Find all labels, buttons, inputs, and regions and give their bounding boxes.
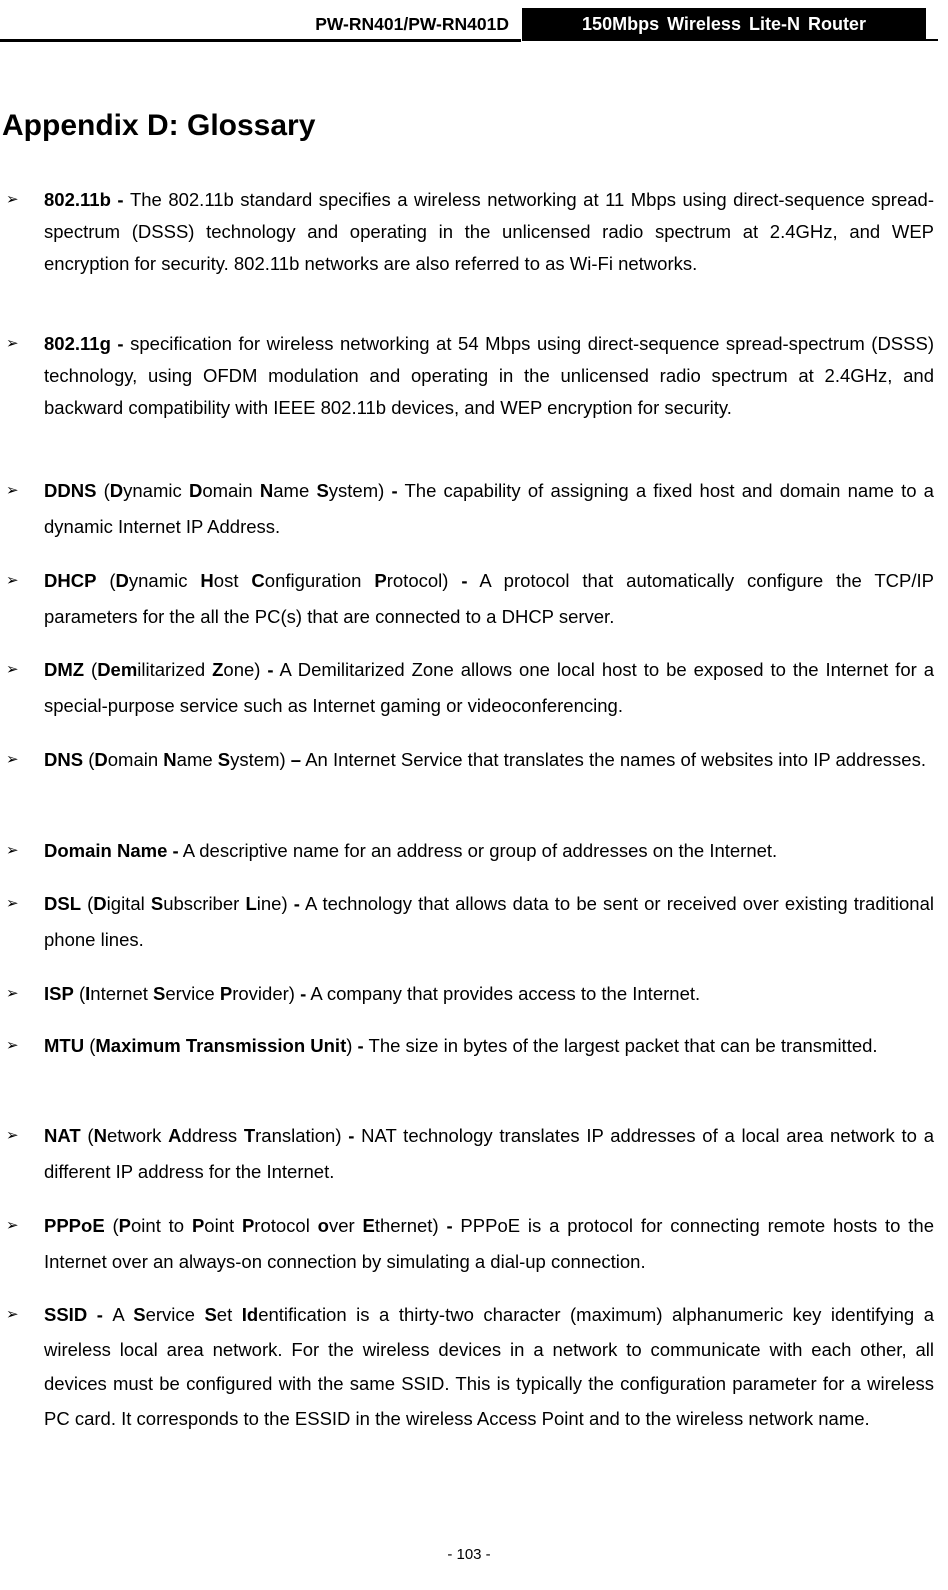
glossary-term: ISP — [44, 983, 74, 1004]
bullet-icon: ➢ — [6, 572, 19, 589]
page-title: Appendix D: Glossary — [2, 109, 316, 142]
glossary-expansion: Digital Subscriber Line — [93, 893, 282, 914]
expansion-initial: S — [150, 893, 164, 914]
glossary-definition: A descriptive name for an address or group of addresses on the Internet. — [182, 840, 778, 861]
expansion-initial: De — [97, 659, 121, 680]
glossary-term: 802.11g - — [44, 333, 131, 354]
glossary-entry-80211g — [6, 328, 934, 424]
expansion-initial: D — [93, 893, 107, 914]
glossary-definition: specification for wireless networking at 54 Mbps using direct-sequence spread-spectrum (DSSS) technology, using OFDM modulation and operating in the unlicensed radio spectrum at 2.4GHz, and backward compatibility with IEEE 802.11b devices, and WEP encryption for security. — [44, 333, 934, 418]
definition-separator: - — [446, 1215, 453, 1236]
glossary-definition: NAT technology translates IP addresses of a local area network to a different IP address for the Internet. — [44, 1125, 934, 1182]
expansion-initial: N — [163, 749, 177, 770]
bullet-icon: ➢ — [6, 895, 19, 912]
bullet-icon: ➢ — [6, 985, 19, 1002]
glossary-entry-isp: ➢ ISP (Internet Service Provider) - A company that provides access to the Internet. — [44, 976, 934, 1012]
glossary-entry-mtu: ➢ MTU (Maximum Transmission Unit) - The size in bytes of the largest packet that can be transmitted. — [44, 1028, 934, 1064]
definition-separator: - — [300, 983, 307, 1004]
expansion-initial: D — [188, 480, 203, 501]
definition-separator: - — [267, 659, 274, 680]
glossary-definition: PPPoE is a protocol for connecting remote hosts to the Internet over an always-on connection by simulating a dial-up connection. — [44, 1215, 934, 1272]
expansion-initial: P — [191, 1215, 205, 1236]
definition-separator: - — [293, 893, 300, 914]
glossary-term: SSID - — [44, 1304, 113, 1325]
bullet-icon: ➢ — [6, 1217, 19, 1234]
glossary-term: MTU — [44, 1035, 85, 1056]
expansion-initial: P — [374, 570, 387, 591]
expansion-initial: L — [245, 893, 257, 914]
glossary-expansion: Point to Point Protocol over Ethernet — [118, 1215, 433, 1236]
bullet-icon: ➢ — [6, 661, 19, 678]
glossary-term: PPPoE — [44, 1215, 105, 1236]
glossary-definition: A company that provides access to the Internet. — [306, 983, 701, 1004]
glossary-expansion: Dynamic Host Configuration Protocol — [115, 570, 443, 591]
glossary-expansion: Dynamic Domain Name System — [109, 480, 379, 501]
glossary-term: NAT — [44, 1125, 81, 1146]
glossary-definition: A technology that allows data to be sent or received over existing traditional phone lines. — [44, 893, 934, 950]
expansion-initial: C — [251, 570, 265, 591]
glossary-entry-dhcp: ➢ DHCP (Dynamic Host Configuration Protocol) - A protocol that automatically configure the TCP/IP parameters for the all the PC(s) that are connected to a DHCP server. — [44, 563, 934, 635]
glossary-entry-nat: ➢ NAT (Network Address Translation) - NAT technology translates IP addresses of a local area network to a different IP address for the Internet. — [44, 1118, 934, 1190]
expansion-initial: D — [109, 480, 124, 501]
header-rule-end — [926, 8, 938, 41]
glossary-definition: A protocol that automatically configure the TCP/IP parameters for the all the PC(s) that are connected to a DHCP server. — [44, 570, 935, 627]
expansion-initial: P — [241, 1215, 255, 1236]
glossary-entry-dsl: ➢ DSL (Digital Subscriber Line) - A technology that allows data to be sent or received over existing traditional phone lines. — [44, 886, 934, 958]
glossary-entry-dns: ➢ DNS (Domain Name System) – An Internet Service that translates the names of websites into IP addresses. — [44, 742, 934, 778]
expansion-initial: Maximum Transmission Unit — [95, 1035, 347, 1056]
bullet-icon: ➢ — [6, 842, 19, 859]
expansion-initial: A — [168, 1125, 182, 1146]
glossary-expansion: Demilitarized Zone — [97, 659, 255, 680]
glossary-expansion — [95, 1035, 346, 1056]
expansion-initial: S — [133, 1304, 146, 1325]
glossary-expansion: Network Address Translation — [93, 1125, 336, 1146]
definition-separator: – — [290, 749, 302, 770]
glossary-term: Domain Name - — [44, 840, 179, 861]
bullet-icon: ➢ — [6, 335, 19, 352]
glossary-definition: entification is a thirty-two character (maximum) alphanumeric key identifying a wireless local area network. For the wireless devices in a network to communicate with each other, all devices must be configured with the same SSID. This is typically the configuration parameter for a wireless PC card. It corresponds to the ESSID in the wireless Access Point and to the wireless network name. — [44, 1304, 934, 1429]
expansion-initial: P — [118, 1215, 132, 1236]
glossary-entry-ddns: ➢ DDNS (Dynamic Domain Name System) - The capability of assigning a fixed host and domain name to a dynamic Internet IP Address. — [44, 473, 934, 545]
glossary-definition: A Demilitarized Zone allows one local host to be exposed to the Internet for a special-purpose service such as Internet gaming or videoconferencing. — [44, 659, 934, 716]
page-header — [0, 8, 938, 42]
expansion-initial: E — [362, 1215, 375, 1236]
expansion-initial: N — [93, 1125, 107, 1146]
glossary-expansion: Domain Name System — [94, 749, 280, 770]
glossary-expansion: Internet Service Provider — [85, 983, 289, 1004]
expansion-initial: I — [85, 983, 91, 1004]
definition-separator: - — [348, 1125, 355, 1146]
expansion-initial: P — [219, 983, 233, 1004]
header-product: 150Mbps Wireless Lite-N Router — [522, 8, 926, 41]
glossary-definition: The size in bytes of the largest packet that can be transmitted. — [363, 1035, 878, 1056]
expansion-initial: N — [259, 480, 274, 501]
glossary-entry-80211b — [6, 184, 934, 280]
expansion-initial: S — [217, 749, 231, 770]
glossary-definition: The capability of assigning a fixed host and domain name to a dynamic Internet IP Address. — [44, 480, 934, 537]
expansion-initial: Id — [241, 1304, 259, 1325]
bullet-icon: ➢ — [6, 482, 19, 499]
glossary-entry-domain-name — [6, 833, 934, 869]
expansion-initial: T — [243, 1125, 256, 1146]
definition-separator: - — [391, 480, 398, 501]
header-model: PW-RN401/PW-RN401D — [315, 14, 509, 34]
expansion-initial: Z — [212, 659, 224, 680]
glossary-term: DSL — [44, 893, 81, 914]
glossary-entry-ssid: ➢ SSID - A Service Set Identification is a thirty-two character (maximum) alphanumeric key identifying a wireless local area network. For the wireless devices in a network to communicate with each other, all devices must be configured with the same SSID. This is typically the configuration parameter for a wireless PC card. It corresponds to the ESSID in the wireless Access Point and to the wireless network name. — [44, 1298, 934, 1436]
definition-separator: - — [461, 570, 468, 591]
expansion-initial: o — [317, 1215, 329, 1236]
glossary-definition: An Internet Service that translates the names of websites into IP addresses. — [301, 749, 926, 770]
glossary-term: 802.11b - — [44, 189, 130, 210]
glossary-entry-pppoe: ➢ PPPoE (Point to Point Protocol over Ethernet) - PPPoE is a protocol for connecting remote hosts to the Internet over an always-on connection by simulating a dial-up connection. — [44, 1208, 934, 1280]
header-model-cell — [0, 8, 521, 42]
glossary-term: DNS — [44, 749, 84, 770]
bullet-icon: ➢ — [6, 1306, 19, 1323]
glossary-term: DDNS — [44, 480, 97, 501]
expansion-initial: S — [153, 983, 166, 1004]
expansion-initial: m — [120, 659, 138, 680]
expansion-initial: H — [200, 570, 214, 591]
bullet-icon: ➢ — [6, 751, 19, 768]
glossary-term: DMZ — [44, 659, 85, 680]
bullet-icon: ➢ — [6, 1037, 19, 1054]
definition-separator: - — [357, 1035, 364, 1056]
glossary-entry-dmz: ➢ DMZ (Demilitarized Zone) - A Demilitarized Zone allows one local host to be exposed to the Internet for a special-purpose service such as Internet gaming or videoconferencing. — [44, 652, 934, 724]
bullet-icon: ➢ — [6, 1127, 19, 1144]
glossary-definition: The 802.11b standard specifies a wireless networking at 11 Mbps using direct-sequence spread-spectrum (DSSS) technology and operating in the unlicensed radio spectrum at 2.4GHz, and WEP encryption for security. 802.11b networks are also referred to as Wi-Fi networks. — [44, 189, 934, 274]
glossary-term: DHCP — [44, 570, 97, 591]
page-number: - 103 - — [447, 1546, 491, 1563]
expansion-initial: D — [115, 570, 129, 591]
expansion-initial: S — [316, 480, 329, 501]
expansion-initial: D — [94, 749, 108, 770]
bullet-icon: ➢ — [6, 191, 19, 208]
expansion-initial: S — [204, 1304, 217, 1325]
